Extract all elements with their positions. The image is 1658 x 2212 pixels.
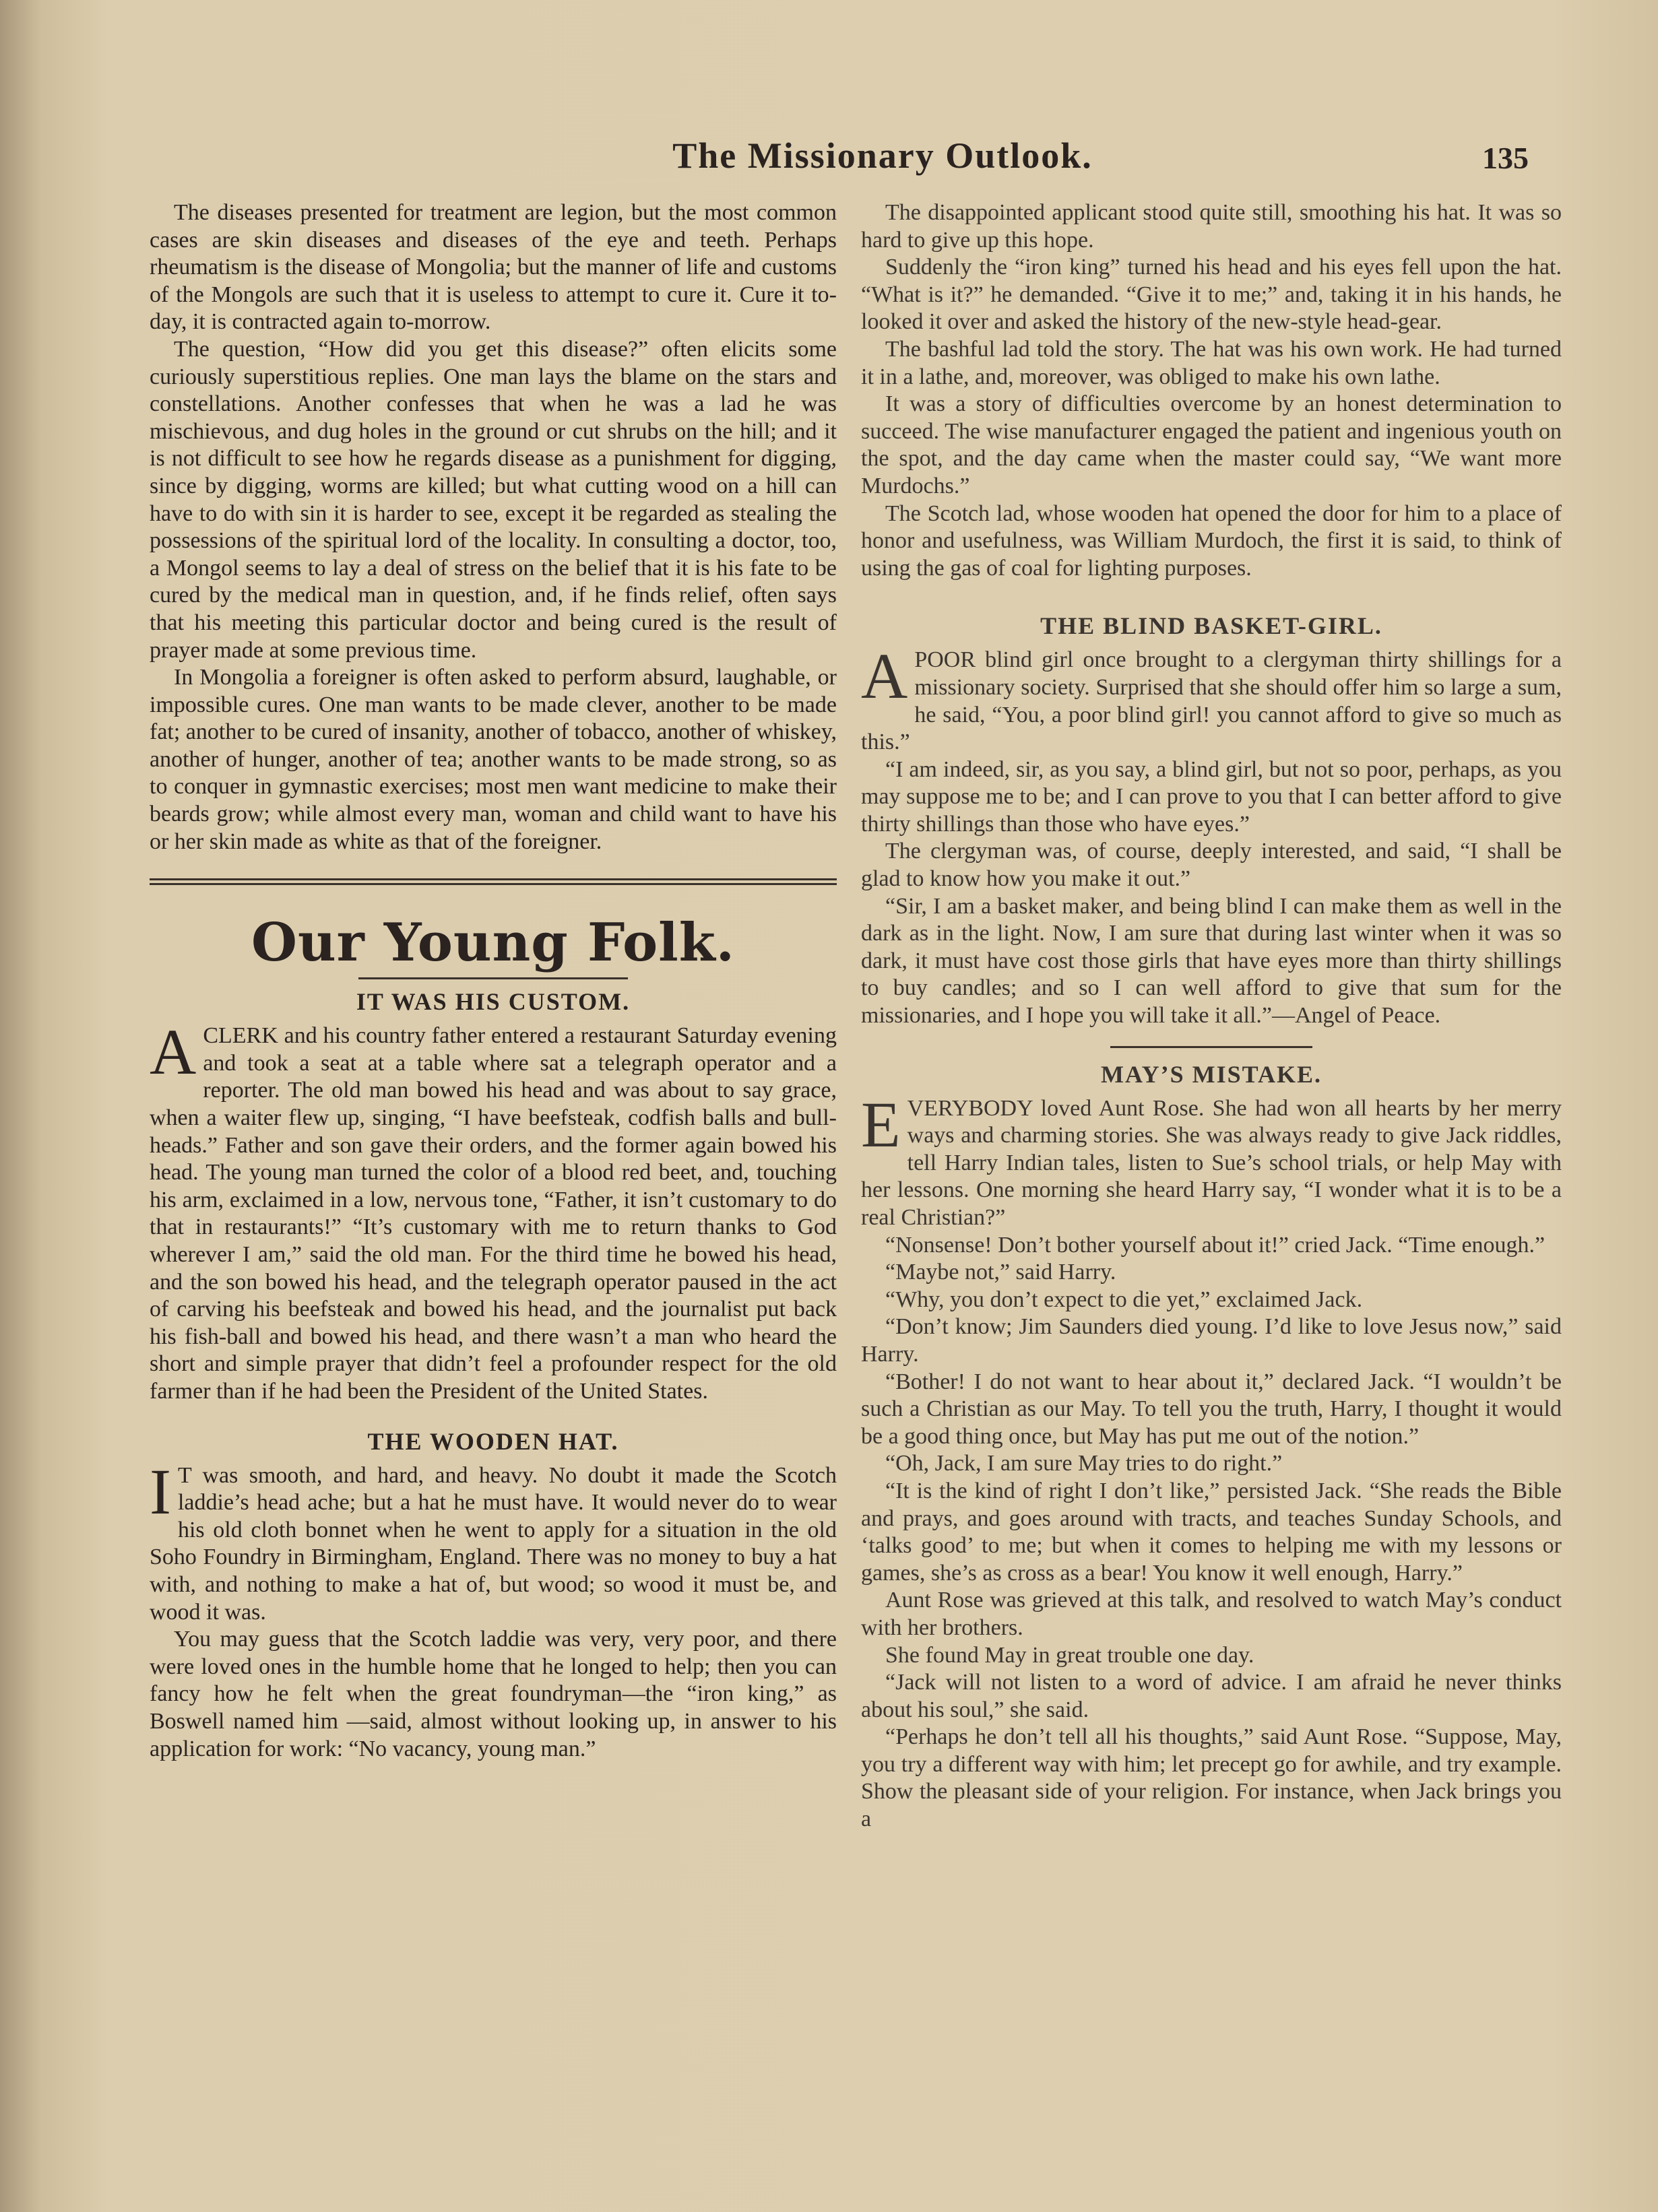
story-paragraph: “Why, you don’t expect to die yet,” exclaimed Jack.: [885, 1287, 1363, 1312]
page-number: 135: [1482, 141, 1529, 175]
story-paragraph: The Scotch lad, whose wooden hat opened the door for him to a place of honor and usefulness, was William Murdoch, the first it is said, to think of using the gas of coal for lighting purposes.: [861, 500, 1562, 581]
story-paragraph: “Maybe not,” said Harry.: [885, 1260, 1116, 1285]
intro-paragraph: The question, “How did you get this disease?” often elicits some curiously superstitious replies. One man lays the blame on the stars and constellations. Another confesses that when he was a lad he was mischievous, and dug holes in the ground or cut shrubs on the hill; and it is not difficult to see how he regards disease as a punishment for digging, since by digging, worms are killed; but what cutting wood on a hill can have to do with sin it is harder to see, except it be regarded as stealing the possessions of the spiritual lord of the locality. In consulting a doctor, too, a Mongol seems to lay a deal of stress on the belief that it is his fate to be cured by the medical man in question, and, if he finds relief, often says that his meeting this particular doctor and being cured is the result of prayer made at some previous time.: [150, 336, 837, 663]
story-paragraph: “It is the kind of right I don’t like,” persisted Jack. “She reads the Bible and prays, and goes around with tracts, and teaches Sunday Schools, and ‘talks good’ to me; but when it comes to helping me with my lessons or games, she’s as cross as a bear! You know it well enough, Harry.”: [861, 1478, 1562, 1586]
drop-cap: A: [861, 640, 908, 713]
story-paragraph: “Nonsense! Don’t bother yourself about it!” cried Jack. “Time enough.”: [885, 1232, 1545, 1258]
story-title: THE BLIND BASKET-GIRL.: [1040, 612, 1382, 640]
drop-cap: E: [861, 1088, 901, 1161]
intro-paragraph: The diseases presented for treatment are legion, but the most common cases are skin diseases and diseases of the eye and teeth. Perhaps rheumatism is the disease of Mongolia; but the manner of life and customs of the Mongols are such that it is useless to attempt to cure it. Cure it to-day, it is contracted again to-morrow.: [150, 200, 837, 335]
story-paragraph: The bashful lad told the story. The hat was his own work. He had turned it in a lathe, and, moreover, was obliged to make his own lathe.: [861, 336, 1562, 389]
story-paragraph: “Jack will not listen to a word of advice. I am afraid he never thinks about his soul,” she said.: [861, 1670, 1562, 1722]
story-paragraph: The clergyman was, of course, deeply interested, and said, “I shall be glad to know how you make it out.”: [861, 839, 1562, 892]
story-paragraph: POOR blind girl once brought to a clergyman thirty shillings for a missionary society. Surprised that she should offer him so large a sum, he said, “You, a poor blind girl! you cannot afford to give so much as this.”: [861, 647, 1562, 755]
story-title: THE WOODEN HAT.: [367, 1427, 619, 1455]
story-title: IT WAS HIS CUSTOM.: [356, 988, 631, 1016]
story-paragraph: Aunt Rose was grieved at this talk, and resolved to watch May’s conduct with her brothers.: [861, 1588, 1562, 1640]
drop-cap: I: [150, 1455, 171, 1528]
section-divider: [150, 878, 837, 885]
story-paragraph: “Oh, Jack, I am sure May tries to do right.”: [885, 1451, 1283, 1476]
story-paragraph: CLERK and his country father entered a restaurant Saturday evening and took a seat at a table where sat a telegraph operator and a reporter. The old man bowed his head and was about to say grace, when a waiter flew up, singing, “I have beefsteak, codfish balls and bull-heads.” Father and son gave their orders, and the former again bowed his head. The young man turned the color of a blood red beet, and, touching his arm, exclaimed in a low, nervous tone, “Father, it isn’t customary to do that in restaurants!” “It’s customary with me to return thanks to God wherever I am,” said the old man. For the third time he bowed his head, and the son bowed his head, and the telegraph operator paused in the act of carving his beefsteak and bowed his head, and the journalist put back his fish-ball and bowed his head, and there wasn’t a man who heard the short and simple prayer that didn’t feel a profounder respect for the old farmer than if he had been the President of the United States.: [150, 1023, 837, 1404]
story-paragraph: “Don’t know; Jim Saunders died young. I’d like to love Jesus now,” said Harry.: [861, 1314, 1562, 1367]
story-paragraph: She found May in great trouble one day.: [885, 1642, 1254, 1668]
running-head: The Missionary Outlook.: [672, 135, 1093, 176]
story-paragraph: “Bother! I do not want to hear about it,” declared Jack. “I wouldn’t be such a Christian as our May. To tell you the truth, Harry, I thought it would be a good thing once, but May has put me out of the notion.”: [861, 1369, 1562, 1449]
story-paragraph: You may guess that the Scotch laddie was very, very poor, and there were loved ones in the humble home that he longed to help; then you can fancy how he felt when the great foundryman—the “iron king,” as Boswell named him —said, almost without looking up, in answer to his application for work: “No vacancy, young man.”: [150, 1627, 837, 1761]
right-column: [861, 199, 1562, 1833]
section-title: Our Young Folk.: [251, 912, 735, 974]
story-paragraph: “Perhaps he don’t tell all his thoughts,” said Aunt Rose. “Suppose, May, you try a different way with him; let precept go for awhile, and try example. Show the pleasant side of your religion. For instance, when Jack brings you a: [861, 1724, 1562, 1832]
story-paragraph: It was a story of difficulties overcome by an honest determination to succeed. The wise manufacturer engaged the patient and ingenious youth on the spot, and the day came when the master could say, “We want more Murdochs.”: [861, 391, 1562, 498]
story-paragraph: Suddenly the “iron king” turned his head and his eyes fell upon the hat. “What is it?” he demanded. “Give it to me;” and, taking it in his hands, he looked it over and asked the history of the new-style head-gear.: [861, 255, 1562, 335]
story-paragraph: “Sir, I am a basket maker, and being blind I can make them as well in the dark as in the light. Now, I am sure that during last winter when it was so dark, it must have cost those girls that have eyes more than thirty shillings to buy candles; and so I can well afford to give that sum for the missionaries, and I hope you will take it all.”—Angel of Peace.: [861, 893, 1562, 1029]
left-column: [150, 199, 837, 1763]
story-title: MAY’S MISTAKE.: [1100, 1060, 1322, 1088]
drop-cap: A: [150, 1016, 197, 1088]
story-paragraph: VERYBODY loved Aunt Rose. She had won all hearts by her merry ways and charming stories. She was always ready to give Jack riddles, tell Harry Indian tales, listen to Sue’s school trials, or help May with her lessons. One morning she heard Harry say, “I wonder what it is to be a real Christian?”: [861, 1095, 1562, 1230]
story-paragraph: “I am indeed, sir, as you say, a blind girl, but not so poor, perhaps, as you may suppose me to be; and I can prove to you that I can better afford to give thirty shillings than those who have eyes.”: [861, 756, 1562, 837]
story-paragraph: The disappointed applicant stood quite still, smoothing his hat. It was so hard to give up this hope.: [861, 200, 1562, 253]
intro-paragraph: In Mongolia a foreigner is often asked to perform absurd, laughable, or impossible cures. One man wants to be made clever, another to be made fat; another to be cured of insanity, another of tobacco, another of whiskey, another of hunger, another of tea; another wants to be made strong, so as to conquer in gymnastic exercises; most men want medicine to make their beards grow; while almost every man, woman and child want to have his or her skin made as white as that of the foreigner.: [150, 665, 837, 854]
story-paragraph: T was smooth, and hard, and heavy. No doubt it made the Scotch laddie’s head ache; but a hat he must have. It would never do to wear his old cloth bonnet when he went to apply for a situation in the old Soho Foundry in Birmingham, England. There was no money to buy a hat with, and nothing to make a hat of, but wood; so wood it must be, and wood it was.: [150, 1462, 837, 1625]
